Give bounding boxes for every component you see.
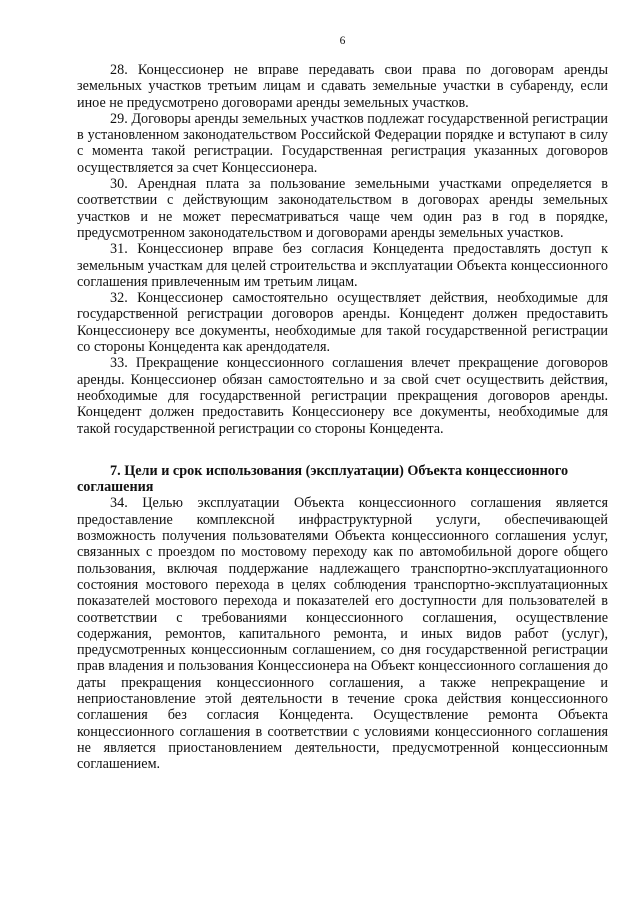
paragraph-33: 33. Прекращение концессионного соглашения влечет прекращение договоров аренды. Концессионер обязан самостоятельно и за свой счет осуществить действия, необходимые для государственной регистрации прекращения договоров аренды. Концедент должен предоставить Концессионеру все документы, необходимые для такой государственной регистрации со стороны Концедента.: [77, 355, 608, 437]
paragraph-31: 31. Концессионер вправе без согласия Концедента предоставлять доступ к земельным участкам для целей строительства и эксплуатации Объекта концессионного соглашения привлеченным им третьим лицам.: [77, 241, 608, 290]
section-heading: 7. Цели и срок использования (эксплуатации) Объекта концессионного соглашения: [77, 462, 569, 496]
document-body: [77, 62, 608, 772]
paragraph-32: 32. Концессионер самостоятельно осуществляет действия, необходимые для государственной регистрации договоров аренды. Концедент должен предоставить Концессионеру все документы, необходимые для такой государственной регистрации со стороны Концедента как арендодателя.: [77, 290, 608, 356]
document-page: [77, 0, 608, 905]
paragraph-30: 30. Арендная плата за пользование земельными участками определяется в соответствии с действующим законодательством в договорах аренды земельных участков и не может пересматриваться чаще чем один раз в год в порядке, предусмотренном законодательством и договорами аренды земельных участков.: [77, 176, 608, 241]
paragraph-28: 28. Концессионер не вправе передавать свои права по договорам аренды земельных участков третьим лицам и сдавать земельные участки в субаренду, если иное не предусмотрено договорами аренды земельных участков.: [77, 62, 608, 111]
page-number: 6: [339, 35, 346, 47]
paragraph-29: 29. Договоры аренды земельных участков подлежат государственной регистрации в установленном законодательством Российской Федерации порядке и вступают в силу с момента такой регистрации. Государственная регистрация указанных договоров осуществляется за счет Концессионера.: [77, 110, 608, 176]
paragraph-34: 34. Целью эксплуатации Объекта концессионного соглашения является предоставление комплексной инфраструктурной услуги, обеспечивающей возможность получения пользователями Объекта концессионного соглашения услуг, связанных с проездом по мостовому переходу как по автомобильной дороге общего пользования, включая поддержание надлежащего транспортно-эксплуатационного состояния мостового перехода в целях соблюдения транспортно-эксплуатационных показателей мостового перехода и показателей его доступности для пользователей в соответствии с требованиями концессионного соглашения, осуществление содержания, ремонтов, капитального ремонта, и иных видов работ (услуг), предусмотренных концессионным соглашением, со дня государственной регистрации прав владения и пользования Концессионера на Объект концессионного соглашения до даты прекращения концессионного соглашения, а также непрекращение и неприостановление этой деятельности в течение срока действия концессионного соглашения без согласия Концедента. Осуществление ремонта Объекта концессионного соглашения в соответствии с условиями концессионного соглашения не является приостановлением деятельности, предусмотренной концессионным соглашением.: [77, 495, 608, 773]
